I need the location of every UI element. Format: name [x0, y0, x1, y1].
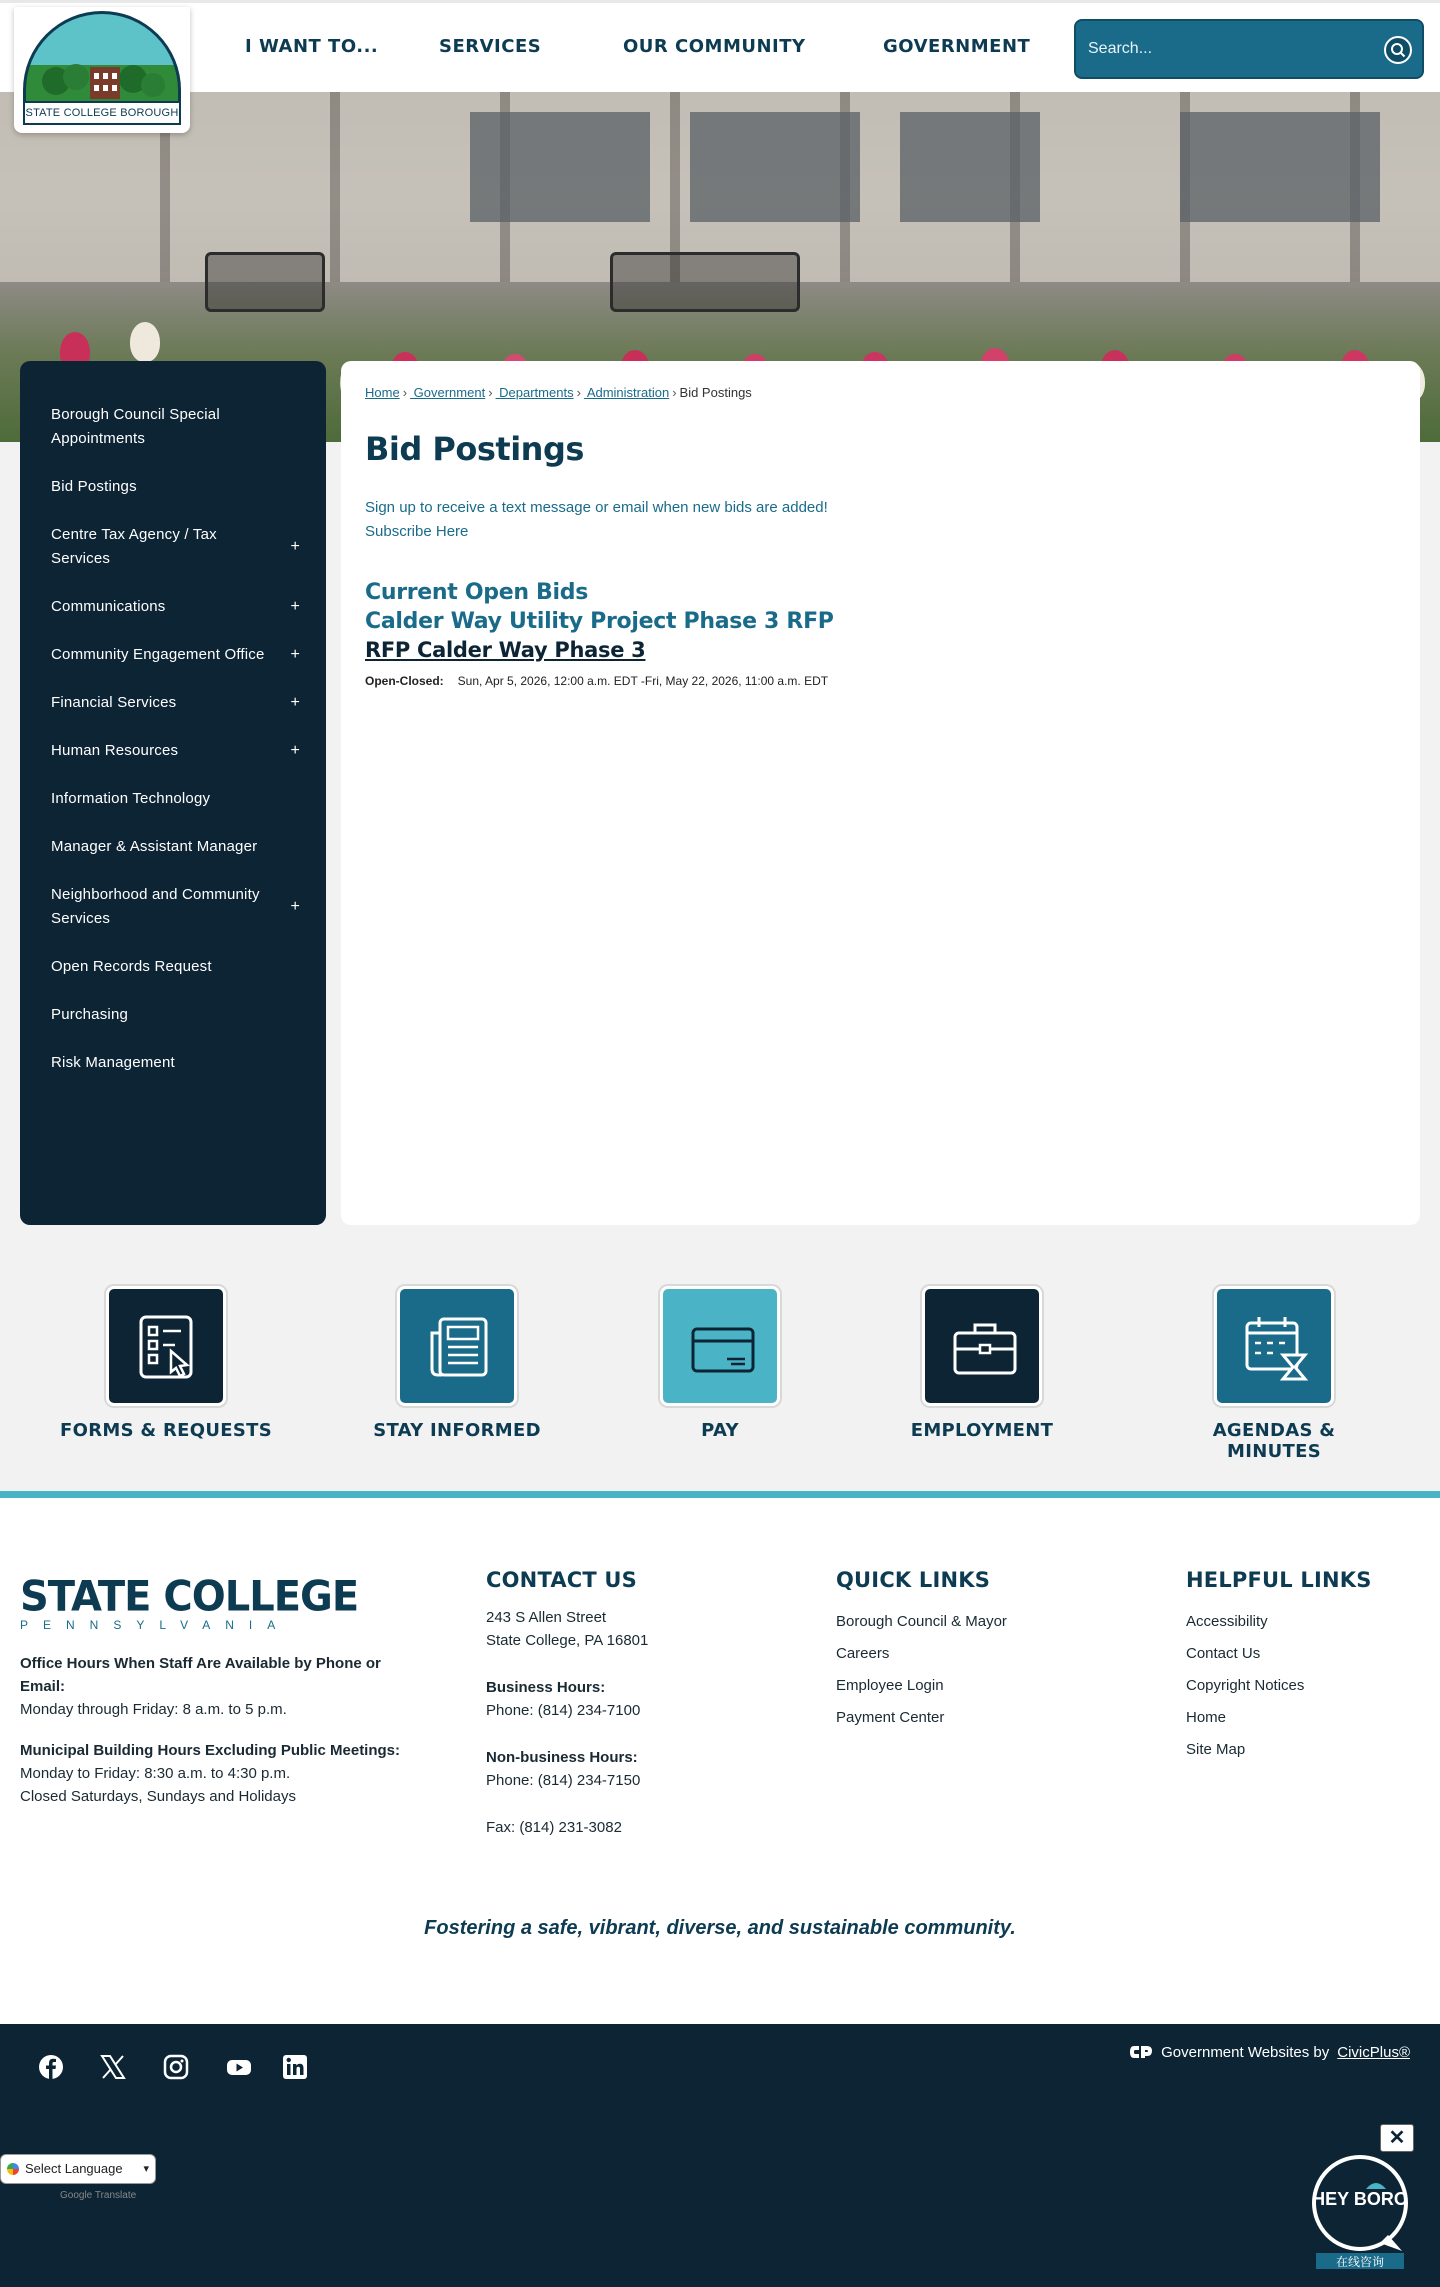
sidebar-item-label: Neighborhood and Community Services — [51, 886, 260, 927]
quick-link[interactable]: Payment Center — [836, 1709, 945, 1726]
sidebar-item-purchasing[interactable] — [20, 991, 326, 1039]
logo-text: STATE COLLEGE BOROUGH — [23, 101, 181, 125]
nonbusiness-phone[interactable]: Phone: (814) 234-7150 — [486, 1772, 641, 1789]
breadcrumb-separator: › — [672, 385, 677, 400]
language-select-value: Select Language — [25, 2161, 123, 2176]
expand-plus-icon[interactable]: + — [290, 694, 300, 711]
tile-label: STAY INFORMED — [373, 1420, 541, 1441]
signup-link[interactable]: Sign up to receive a text message or email when new bids are added! — [365, 499, 828, 516]
fax-number: Fax: (814) 231-3082 — [486, 1819, 622, 1836]
youtube-icon[interactable] — [226, 2054, 252, 2080]
credit-card-icon — [691, 1315, 755, 1381]
tile-employment[interactable] — [872, 1286, 1092, 1441]
nav-our-community[interactable]: OUR COMMUNITY — [623, 36, 806, 57]
sidebar-item-label: Manager & Assistant Manager — [51, 838, 258, 855]
bid-category-heading: Calder Way Utility Project Phase 3 RFP — [365, 609, 834, 634]
helpful-link[interactable]: Contact Us — [1186, 1645, 1261, 1662]
tulip — [130, 322, 160, 362]
google-icon — [7, 2163, 19, 2175]
office-hours — [20, 1652, 430, 1826]
page-title: Bid Postings — [365, 430, 584, 468]
breadcrumb-administration[interactable]: Administration — [583, 385, 670, 400]
tile-label: EMPLOYMENT — [910, 1420, 1054, 1441]
sidebar-item-information-technology[interactable] — [20, 775, 326, 823]
helpful-links-column — [1186, 1568, 1372, 1766]
sidebar-item-label: Community Engagement Office — [51, 646, 265, 663]
breadcrumb-separator: › — [576, 385, 581, 400]
logo-emblem — [23, 11, 181, 107]
credit-prefix: Government Websites by — [1161, 2043, 1330, 2061]
hey-boro-chat-icon[interactable] — [1310, 2149, 1410, 2269]
search-button[interactable] — [1384, 36, 1412, 64]
breadcrumb-home[interactable]: Home — [365, 385, 400, 400]
contact-us-heading: CONTACT US — [486, 1568, 638, 1592]
helpful-link[interactable]: Home — [1186, 1709, 1227, 1726]
bid-dates — [365, 674, 1396, 688]
tile-icon-box — [397, 1286, 517, 1406]
helpful-link[interactable]: Copyright Notices — [1186, 1677, 1305, 1694]
signup-block — [365, 496, 1396, 544]
footer-brand-sub: PENNSYLVANIA — [20, 1618, 291, 1632]
sidebar-item-bid-postings[interactable] — [20, 463, 326, 511]
hero-window — [470, 112, 650, 222]
sidebar-item-label: Open Records Request — [51, 958, 212, 975]
helpful-link[interactable]: Site Map — [1186, 1741, 1246, 1758]
quick-link[interactable]: Careers — [836, 1645, 890, 1662]
nav-government[interactable]: GOVERNMENT — [883, 36, 1031, 57]
quick-links-tiles — [0, 1225, 1440, 1491]
civicplus-link[interactable]: CivicPlus® — [1337, 2043, 1410, 2061]
hey-boro-subtext: 在线咨询 — [1335, 2255, 1385, 2269]
hero-bench — [205, 252, 325, 312]
sidebar-item-label: Information Technology — [51, 790, 211, 807]
tile-label: AGENDAS & MINUTES — [1212, 1420, 1336, 1462]
sidebar-item-open-records[interactable] — [20, 943, 326, 991]
hey-boro-text: HEY BORO — [1312, 2189, 1408, 2209]
breadcrumb-separator: › — [402, 385, 408, 400]
tile-icon-box — [1214, 1286, 1334, 1406]
breadcrumb — [365, 385, 1396, 400]
sidebar-item-label: Centre Tax Agency / Tax Services — [51, 526, 217, 567]
civicplus-credit — [1129, 2043, 1410, 2061]
sidebar-item-label: Purchasing — [51, 1006, 129, 1023]
search-input[interactable] — [1088, 35, 1378, 63]
tile-icon-box — [922, 1286, 1042, 1406]
newspaper-icon — [428, 1315, 492, 1381]
expand-plus-icon[interactable]: + — [290, 898, 300, 915]
sidebar-item-community-engagement[interactable] — [20, 631, 326, 679]
forms-icon — [137, 1315, 201, 1381]
site-footer — [0, 1491, 1440, 2024]
sidebar-item-risk-management[interactable] — [20, 1039, 326, 1087]
breadcrumb-current: Bid Postings — [679, 385, 752, 400]
office-hours-text: Monday through Friday: 8 a.m. to 5 p.m. — [20, 1701, 287, 1718]
office-hours-title: Office Hours When Staff Are Available by Phone or Email: — [20, 1655, 381, 1695]
facebook-icon[interactable] — [38, 2054, 64, 2080]
language-select[interactable] — [0, 2154, 156, 2184]
current-open-bids-heading: Current Open Bids — [365, 580, 589, 605]
nav-services[interactable]: SERVICES — [439, 36, 542, 57]
footer-motto: Fostering a safe, vibrant, diverse, and sustainable community. — [424, 1917, 1016, 1939]
linkedin-icon[interactable] — [282, 2054, 308, 2080]
tile-pay[interactable] — [610, 1286, 830, 1441]
bid-title-link[interactable]: RFP Calder Way Phase 3 — [365, 638, 646, 662]
contact-us-column — [486, 1568, 648, 1839]
tile-icon-box — [106, 1286, 226, 1406]
civicplus-logo-icon — [1129, 2043, 1153, 2061]
contact-address: State College, PA 16801 — [486, 1632, 649, 1649]
sidebar-item-label: Risk Management — [51, 1054, 175, 1071]
instagram-icon[interactable] — [163, 2054, 189, 2080]
hero-window — [1180, 112, 1380, 222]
site-header — [0, 0, 1440, 119]
sidebar-item-manager[interactable] — [20, 823, 326, 871]
subscribe-link[interactable]: Subscribe Here — [365, 523, 469, 540]
sidebar-item-centre-tax-agency[interactable] — [20, 511, 326, 583]
breadcrumb-separator: › — [488, 385, 493, 400]
hero-bench — [610, 252, 800, 312]
briefcase-icon — [953, 1315, 1017, 1381]
sidebar-item-neighborhood-community[interactable] — [20, 871, 326, 943]
tile-forms-requests[interactable] — [56, 1286, 276, 1441]
quick-links-heading: QUICK LINKS — [836, 1568, 991, 1592]
sidebar-item-label: Bid Postings — [51, 478, 137, 495]
hero-window — [900, 112, 1040, 222]
business-phone[interactable]: Phone: (814) 234-7100 — [486, 1702, 641, 1719]
bid-dates-value: Sun, Apr 5, 2026, 12:00 a.m. EDT -Fri, May 22, 2026, 11:00 a.m. EDT — [457, 674, 829, 688]
building-hours-title: Municipal Building Hours Excluding Public Meetings: — [20, 1742, 401, 1759]
tile-agendas-minutes[interactable] — [1164, 1286, 1384, 1462]
sidebar-item-label: Borough Council Special Appointments — [51, 406, 220, 447]
bid-dates-label: Open-Closed: — [365, 674, 444, 688]
contact-address: 243 S Allen Street — [486, 1609, 607, 1626]
site-logo[interactable] — [14, 7, 190, 133]
sidebar-item-human-resources[interactable] — [20, 727, 326, 775]
expand-plus-icon[interactable]: + — [290, 598, 300, 615]
nav-i-want-to[interactable]: I WANT TO... — [245, 36, 379, 57]
building-hours-line: Closed Saturdays, Sundays and Holidays — [20, 1788, 296, 1805]
building-hours-line: Monday to Friday: 8:30 a.m. to 4:30 p.m. — [20, 1765, 291, 1782]
helpful-links-heading: HELPFUL LINKS — [1186, 1568, 1372, 1592]
search-box — [1074, 19, 1424, 79]
sidebar-nav — [20, 361, 326, 1225]
expand-plus-icon[interactable]: + — [290, 742, 300, 759]
quick-links-column — [836, 1568, 1007, 1734]
nonbusiness-hours-label: Non-business Hours: — [486, 1749, 638, 1766]
trees-building-icon — [38, 59, 168, 107]
chevron-down-icon: ▾ — [143, 2163, 149, 2175]
calendar-hourglass-icon — [1245, 1315, 1309, 1381]
quick-link[interactable]: Borough Council & Mayor — [836, 1613, 1007, 1630]
google-translate-credit[interactable]: Google Translate — [60, 2190, 137, 2201]
hero-window — [690, 112, 860, 222]
breadcrumb-government[interactable]: Government — [410, 385, 486, 400]
tile-label: FORMS & REQUESTS — [60, 1420, 272, 1441]
x-icon[interactable] — [100, 2054, 126, 2080]
main-content — [341, 361, 1420, 1225]
expand-plus-icon[interactable]: + — [290, 538, 300, 555]
business-hours-label: Business Hours: — [486, 1679, 606, 1696]
breadcrumb-departments[interactable]: Departments — [495, 385, 574, 400]
tile-icon-box — [660, 1286, 780, 1406]
expand-plus-icon[interactable]: + — [290, 646, 300, 663]
quick-link[interactable]: Employee Login — [836, 1677, 944, 1694]
sidebar-item-communications[interactable] — [20, 583, 326, 631]
helpful-link[interactable]: Accessibility — [1186, 1613, 1268, 1630]
footer-brand-name: STATE COLLEGE — [20, 1572, 359, 1622]
tile-stay-informed[interactable] — [347, 1286, 567, 1441]
tile-label: PAY — [701, 1420, 739, 1441]
sidebar-item-label: Communications — [51, 598, 166, 615]
sidebar-item-borough-council-appointments[interactable] — [20, 391, 326, 463]
close-chat-button[interactable]: ✕ — [1380, 2124, 1414, 2152]
bottom-bar — [0, 2024, 1440, 2287]
sidebar-item-label: Financial Services — [51, 694, 177, 711]
sidebar-item-label: Human Resources — [51, 742, 179, 759]
sidebar-item-financial-services[interactable] — [20, 679, 326, 727]
search-icon — [1390, 42, 1406, 58]
